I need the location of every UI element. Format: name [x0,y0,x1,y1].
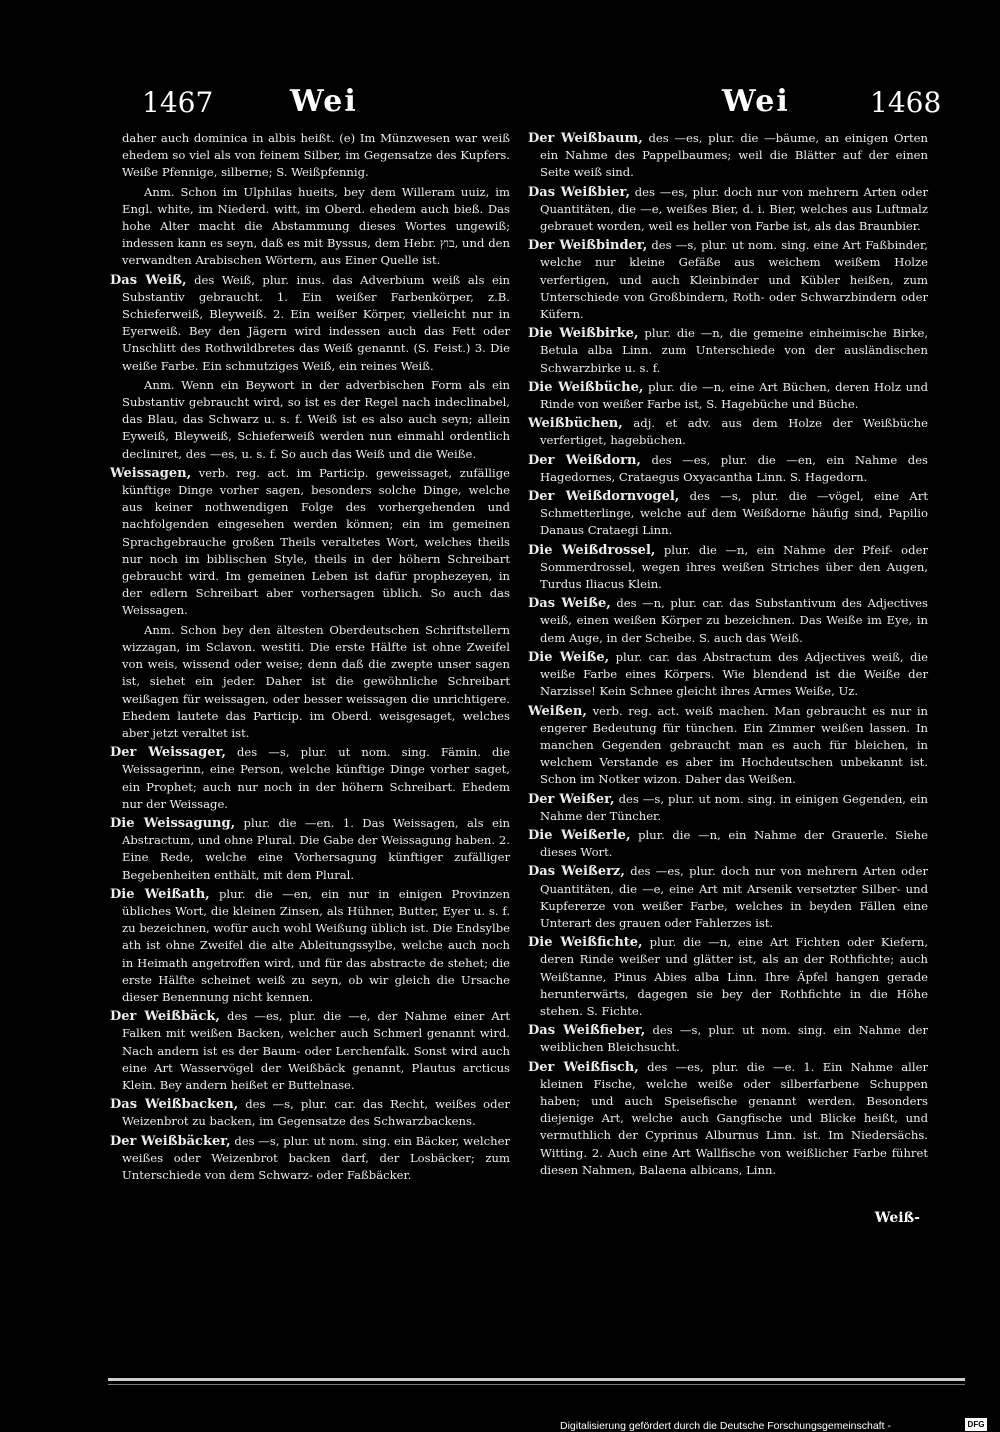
entry-headword: Das Weißfieber, [528,1023,646,1039]
dictionary-entry [528,452,928,486]
entry-headword: Das Weißerz, [528,864,625,880]
entry-text: daher auch dominica in albis heißt. (e) Im Münzwesen war weiß ehedem so viel als von feinem Silber, im Gegensatze des Kupfers. Weiße Pfennige, silberne; S. Weißpfennig. [122,131,510,180]
entry-text: plur. die —n, ein Nahme der Pfeif- oder Sommerdrossel, wegen ihres weißen Striches über den Augen, Turdus Iliacus Klein. [540,542,928,592]
entry-text: Anm. Schon im Ulphilas hueits, bey dem Willeram uuiz, im Engl. white, im Niederd. witt, im Oberd. ehedem auch bieß. Das hohe Alter macht die Abstammung dieses Wortes ungewiß; indessen kann es seyn, daß es mit Byssus, dem Hebr. בוץ, und den verwandten Arabischen Wörtern, aus Einer Quelle ist. [122,184,510,268]
entry-text: plur. die —n, ein Nahme der Grauerle. Siehe dieses Wort. [540,827,928,860]
entry-headword: Die Weiße, [528,649,610,665]
entry-headword: Das Weißbier, [528,184,630,200]
entry-text: des —s, plur. car. das Recht, weißes oder Weizenbrot zu backen, im Gegensatze des Schwarzbackens. [122,1097,510,1129]
entry-headword: Die Weißfichte, [528,935,643,951]
dictionary-entry [110,272,510,375]
dictionary-entry [110,815,510,884]
dictionary-entry [528,488,928,540]
entry-text: des —es, plur. doch nur von mehrern Arten oder Quantitäten, die —e, eine Art mit Arsenik versetzter Silber- und Kupfererze von weißer Farbe, welches in beyden Fällen eine Unterart des grauen oder Fahlerzes ist. [540,864,928,930]
entry-headword: Der Weißbaum, [528,131,643,146]
entry-text: des —es, plur. die —e, der Nahme einer Art Falken mit weißen Backen, welcher auch Schmerl genannt wird. Nach andern ist es der Baum- oder Lerchenfalk. Sonst wird auch eine Art Wasservögel der Weißbäck genannt, Plautus arcticus Klein. Bey andern heißet er Buttelnase. [122,1009,511,1092]
entry-headword: Die Weissagung, [110,815,236,831]
entry-text: adj. et adv. aus dem Holze der Weißbüche verfertiget, hagebüchen. [540,416,928,448]
entry-headword: Das Weißbacken, [110,1097,239,1113]
entry-headword: Die Weißath, [110,886,210,902]
digitization-credit: Digitalisierung gefördert durch die Deutsche Forschungsgemeinschaft - [560,1420,891,1432]
dictionary-entry [528,595,928,647]
entry-headword: Der Weissager, [110,745,226,761]
entry-headword: Der Weißbinder, [528,238,648,254]
dictionary-entry [110,744,510,813]
dictionary-entry [528,827,928,861]
right-running-head: Wei [722,84,790,119]
entry-headword: Das Weiße, [528,596,611,612]
entry-text: des —es, plur. die —bäume, an einigen Orten ein Nahme des Pappelbaumes; weil die Blätter auf der einen Seite weiß sind. [540,131,928,180]
entry-headword: Weissagen, [110,465,192,481]
bottom-rule [108,1378,965,1381]
entry-headword: Weißbüchen, [528,416,623,432]
entry-text: des —s, plur. ut nom. sing. in einigen Gegenden, ein Nahme der Tüncher. [540,791,928,823]
dictionary-entry [110,1008,510,1094]
entry-text: plur. die —n, eine Art Fichten oder Kiefern, deren Rinde weißer und glätter ist, als an der Rothfichte; auch Weißtanne, Pinus Abies alba Linn. Ihre Äpfel hangen gerade herunterwärts, dagegen sie bey der Rothfichte in die Höhe stehen. S. Fichte. [540,935,929,1018]
dictionary-entry [110,465,510,620]
entry-headword: Der Weißer, [528,791,615,807]
page-header [0,82,1000,122]
entry-headword: Der Weißdornvogel, [528,489,680,505]
entry-text: plur. die —n, eine Art Büchen, deren Holz und Rinde von weißer Farbe ist, S. Hagebüche und Büche. [540,379,928,412]
dictionary-entry [528,1059,928,1179]
dictionary-entry [528,1022,928,1056]
catchword: Weiß- [874,1210,920,1226]
left-column [110,130,510,1186]
dictionary-entry [528,703,928,789]
entry-text: des —s, plur. ut nom. sing. ein Bäcker, welcher weißes oder Weizenbrot backen darf, der Losbäcker; zum Unterschiede von dem Schwarz- oder Faßbäcker. [122,1133,511,1182]
entry-headword: Das Weiß, [110,272,187,288]
entry-text: des Weiß, plur. inus. das Adverbium weiß als ein Substantiv gebraucht. 1. Ein weißer Farbenkörper, z.B. Schieferweiß, Bleyweiß. 2. Ein weißer Körper, vielleicht nur in Eyerweiß. Bey den Jägern wird indessen auch das Fett oder Unschlitt des Rothwildbretes das Weiß genannt. (S. Feist.) 3. Die weiße Farbe. Ein schmutziges Weiß, ein reines Weiß. [122,272,510,373]
dictionary-entry [110,1133,510,1185]
entry-text: plur. die —en, ein nur in einigen Provinzen übliches Wort, die kleinen Zinsen, als Hühner, Butter, Eyer u. s. f. zu bezeichnen, wofür auch wohl Weißung üblich ist. Die Endsylbe ath ist ohne Zweifel die alte Ableitungssylbe, welche auch noch in Heimath angetroffen wird, und für das abstracte de stehet; die erste Hälfte scheinet weiß zu seyn, ob wir gleich die Ursache dieser Benennung nicht kennen. [122,886,511,1004]
dictionary-entry [528,791,928,825]
entry-headword: Weißen, [528,703,587,719]
entry-text: plur. car. das Abstractum des Adjectives weiß, die weiße Farbe eines Körpers. Wie blendend ist die Weiße der Narzisse! Kein Schnee gleicht ihres Armes Weiße, Uz. [540,649,929,699]
entry-text: Anm. Wenn ein Beywort in der adverbischen Form als ein Substantiv gebraucht wird, so ist es der Regel nach indeclinabel, das Blau, das Schwarz u. s. f. Weiß ist es also auch seyn; allein Eyweiß, Bleyweiß, Schieferweiß werden nun einmahl ordentlich decliniret, des —es, u. s. f. So auch das Weiß und die Weiße. [122,377,510,461]
dictionary-entry [110,184,510,270]
entry-headword: Die Weißbüche, [528,379,644,395]
dictionary-entry [528,542,928,594]
entry-text: des —es, plur. die —en, ein Nahme des Hagedornes, Crataegus Oxyacantha Linn. S. Hagedorn. [540,452,929,484]
dictionary-entry [110,886,510,1006]
dictionary-entry [110,130,510,182]
left-page-number: 1467 [142,86,214,119]
entry-headword: Der Weißbäck, [110,1009,220,1025]
dictionary-entry [528,325,928,377]
dictionary-entry [528,649,928,701]
entry-text: plur. die —en. 1. Das Weissagen, als ein Abstractum, und ohne Plural. Die Gabe der Weissagung haben. 2. Eine Rede, welche eine Vorhersagung künftiger zufälliger Begebenheiten enthält, mit dem Plural. [122,815,510,882]
entry-headword: Der Weißfisch, [528,1059,639,1075]
entry-text: verb. reg. act. weiß machen. Man gebraucht es nur in engerer Bedeutung für tünchen. Ein Zimmer weißen lassen. In manchen Gegenden gebraucht man es auch für bleichen, in welchem Verstande es aber im Hochdeutschen unbekannt ist. Schon im Notker wizon. Daher das Weißen. [540,703,929,787]
dictionary-entry [110,377,510,463]
entry-text: Anm. Schon bey den ältesten Oberdeutschen Schriftstellern wizzagan, im Sclavon. westiti. Die erste Hälfte ist ohne Zweifel von weis, wissend oder weise; denn daß die zwepte unser sagen ist, siehet ein jeder. Daher ist die gewöhnliche Schreibart weißagen für weissagen, oder besser weissagen die unrichtigere. Ehedem lautete das Particip. im Oberd. weisgesaget, welches aber jetzt veraltet ist. [122,622,510,740]
entry-headword: Der Weißbäcker, [110,1133,231,1149]
entry-text: des —s, plur. ut nom. sing. eine Art Faßbinder, welche nur kleine Gefäße aus weichem weißem Holze verfertigen, und auch Kleinbinder und Kübler heißen, zum Unterschiede von Großbindern, Roth- oder Schwarzbindern oder Küfern. [540,238,928,322]
entry-headword: Die Weißerle, [528,827,631,843]
dictionary-entry [528,863,928,932]
left-running-head: Wei [290,84,358,119]
dictionary-entry [528,237,928,323]
right-page-number: 1468 [870,86,942,119]
dictionary-entry [110,622,510,742]
entry-text: des —s, plur. ut nom. sing. ein Nahme der weiblichen Bleichsucht. [540,1023,929,1055]
entry-headword: Der Weißdorn, [528,452,641,468]
entry-headword: Die Weißdrossel, [528,542,656,558]
entry-text: des —s, plur. ut nom. sing. Fämin. die Weissagerinn, eine Person, welche künftige Dinge vorher saget, ein Prophet; auch nur noch in der höhern Schreibart. Ehedem nur der Weissage. [122,745,510,811]
entry-text: des —es, plur. doch nur von mehrern Arten oder Quantitäten, die —e, weißes Bier, d. i. Bier, welches aus Luftmalz gebrauet worden, weil es heller von Farbe ist, als das Braunbier. [540,184,928,234]
entry-text: plur. die —n, die gemeine einheimische Birke, Betula alba Linn. zum Unterschiede von der ausländischen Schwarzbirke u. s. f. [540,326,929,375]
entry-text: des —n, plur. car. das Substantivum des Adjectives weiß, einen weißen Körper zu bezeichnen. Das Weiße im Eye, in dem Auge, in der Scheibe. S. auch das Weiß. [540,596,928,645]
dictionary-entry [528,934,928,1020]
dictionary-entry [110,1096,510,1130]
entry-text: des —s, plur. die —vögel, eine Art Schmetterlinge, welche auf dem Weißdorne häufig sind, Papilio Danaus Crataegi Linn. [540,489,928,538]
right-column [528,130,928,1181]
dictionary-entry [528,130,928,182]
dfg-logo: DFG [965,1418,987,1431]
dictionary-entry [528,184,928,236]
dictionary-entry [528,379,928,413]
entry-text: des —es, plur. die —e. 1. Ein Nahme aller kleinen Fische, welche weiße oder silberfarbene Schuppen haben; und auch Speisefische genannt werden. Besonders diejenige Art, welche auch Gangfische und Blicke heißt, und vermuthlich der Cyprinus Alburnus Linn. ist. Im Niedersächs. Witting. 2. Auch eine Art Wallfische von weißlicher Farbe führet diesen Nahmen, Balaena albicans, Linn. [540,1059,928,1177]
entry-text: verb. reg. act. im Particip. geweissaget, zufällige künftige Dinge vorher sagen, besonders solche Dinge, welche aus keiner nothwendigen Folge des vorhergehenden und nachfolgenden eingesehen werden können; ein im gemeinen Sprachgebrauche großen Theils veraltetes Wort, welches theils nur noch im biblischen Style, theils in der höhern Schreibart gebraucht wird. Im gemeinen Leben ist dafür prophezeyen, in der edlern Schreibart aber vorhersagen üblich. So auch das Weissagen. [122,465,510,618]
dictionary-entry [528,415,928,449]
bottom-rule-thin [108,1384,965,1385]
entry-headword: Die Weißbirke, [528,326,639,342]
